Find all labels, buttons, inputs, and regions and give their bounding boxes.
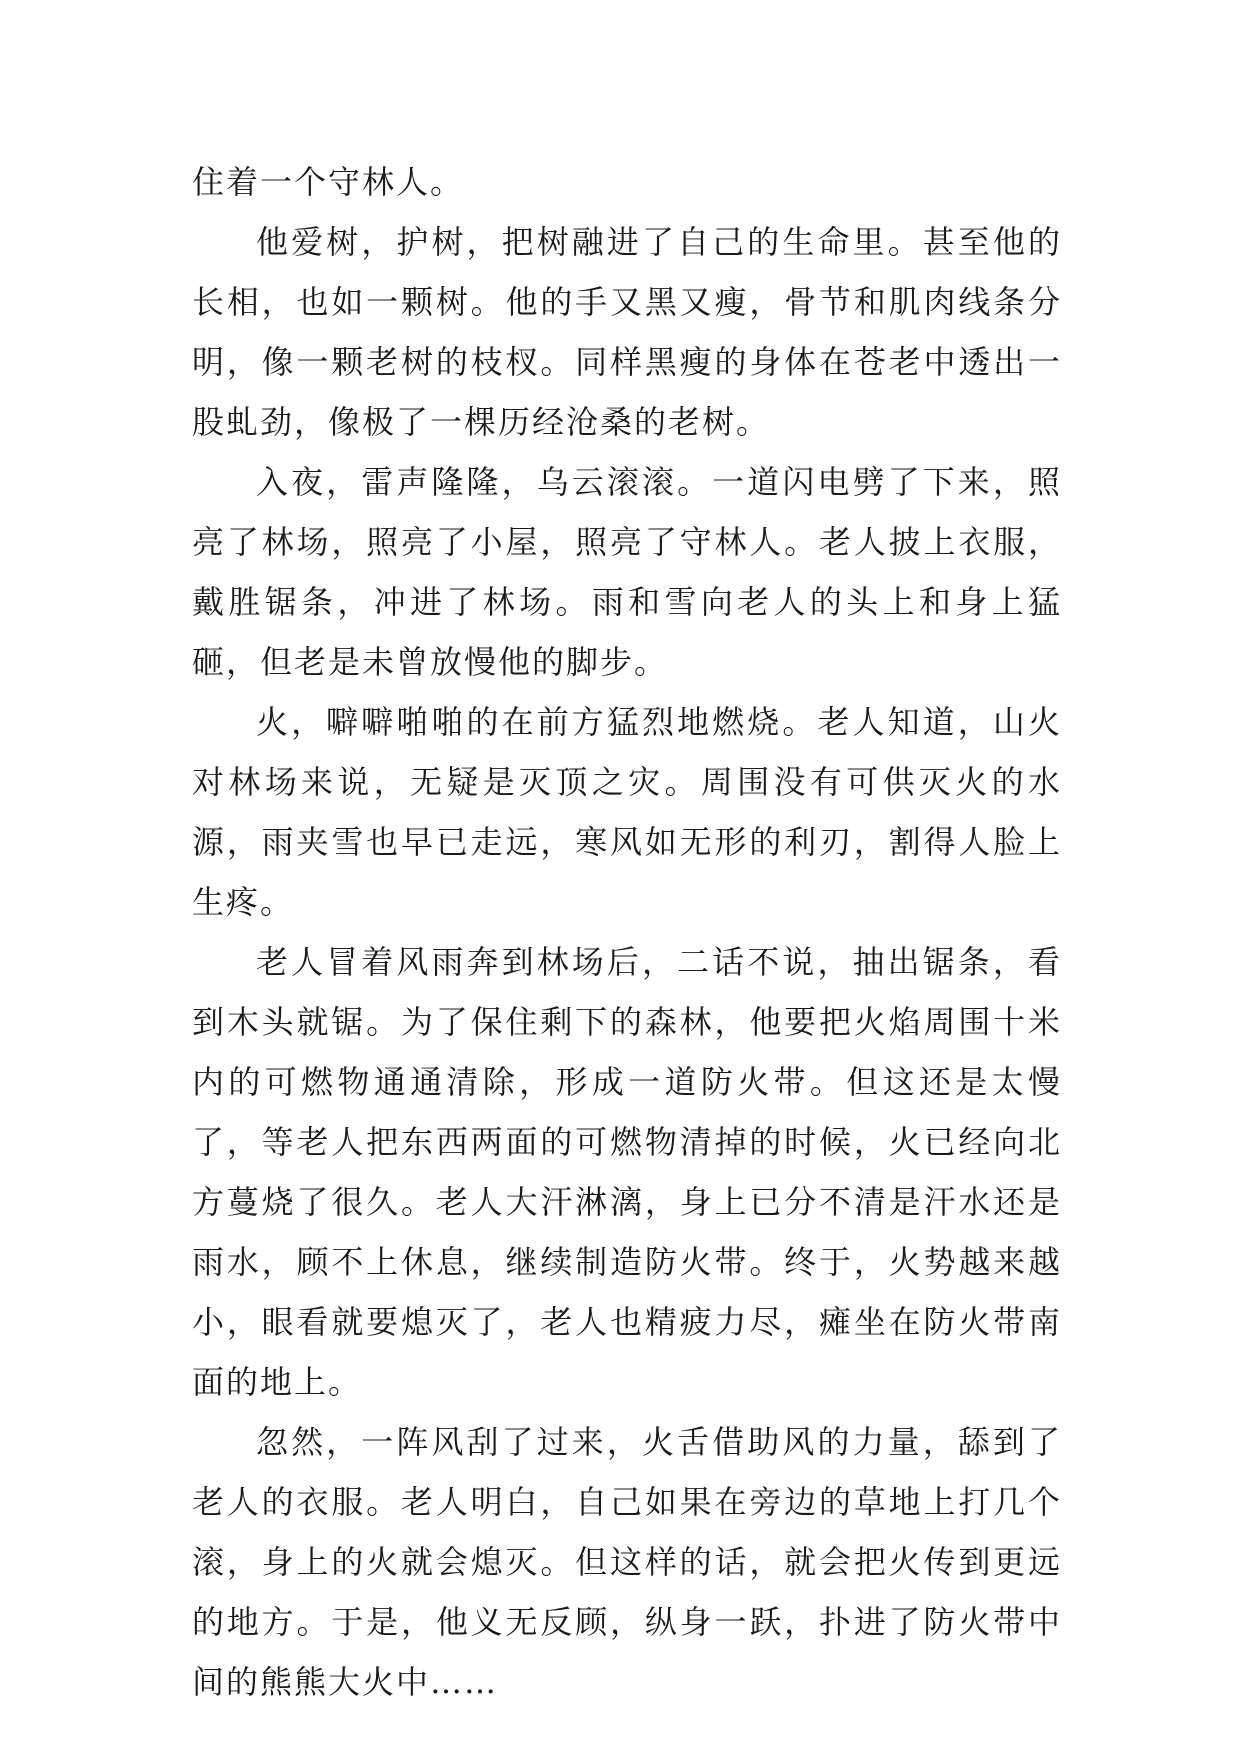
paragraph-storm: 入夜，雷声隆隆，乌云滚滚。一道闪电劈了下来，照亮了林场，照亮了小屋，照亮了守林人。老人披上衣服，戴胜锯条，冲进了林场。雨和雪向老人的头上和身上猛砸，但老是未曾放慢他的脚步。 xyxy=(192,463,1062,681)
paragraph-continuation: 住着一个守林人。 xyxy=(192,163,465,201)
document-body xyxy=(192,152,1062,1712)
paragraph-sacrifice: 忽然，一阵风刮了过来，火舌借助风的力量，舔到了老人的衣服。老人明白，自己如果在旁边的草地上打几个滚，身上的火就会熄灭。但这样的话，就会把火传到更远的地方。于是，他义无反顾，纵身一跃，扑进了防火带中间的熊熊大火中…… xyxy=(192,1423,1062,1701)
paragraph-description: 他爱树，护树，把树融进了自己的生命里。甚至他的长相，也如一颗树。他的手又黑又瘦，骨节和肌肉线条分明，像一颗老树的枝杈。同样黑瘦的身体在苍老中透出一股虬劲，像极了一棵历经沧桑的老树。 xyxy=(192,223,1062,441)
paragraph-fire: 火，噼噼啪啪的在前方猛烈地燃烧。老人知道，山火对林场来说，无疑是灭顶之灾。周围没有可供灭火的水源，雨夹雪也早已走远，寒风如无形的利刃，割得人脸上生疼。 xyxy=(192,703,1062,921)
paragraph-firebreak: 老人冒着风雨奔到林场后，二话不说，抽出锯条，看到木头就锯。为了保住剩下的森林，他要把火焰周围十米内的可燃物通通清除，形成一道防火带。但这还是太慢了，等老人把东西两面的可燃物清掉的时候，火已经向北方蔓烧了很久。老人大汗淋漓，身上已分不清是汗水还是雨水，顾不上休息，继续制造防火带。终于，火势越来越小，眼看就要熄灭了，老人也精疲力尽，瘫坐在防火带南面的地上。 xyxy=(192,943,1062,1401)
